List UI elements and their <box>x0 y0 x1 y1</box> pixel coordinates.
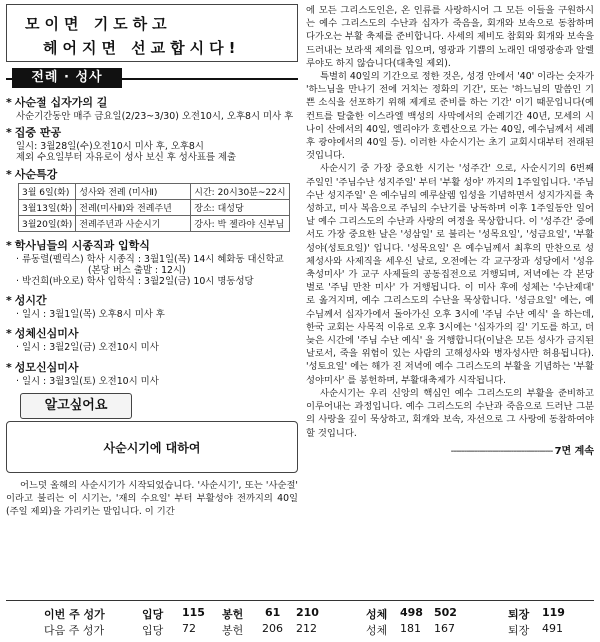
article-paragraph: 사순시기는 우리 신앙의 핵심인 예수 그리스도의 부활을 준비하고 이루어내는 과정입니다. 예수 그리스도의 수난과 죽음으로 드러난 그분의 사랑을 깊이 묵상하고, 회개와 보속, 자선으로 그 사랑에 동참하여야 할 것입니다. <box>306 387 594 439</box>
notice-title: 사순시기에 대하여 <box>103 440 201 455</box>
article-paragraph: 어느덧 올해의 사순시기가 시작되었습니다. '사순시기', 또는 '사순절' 이라고 불리는 이 시기는, '재의 수요일' 부터 부활성야 전까지의 40일(주일 제외)을 가리키는 말입니다. 이 기간 <box>6 479 298 518</box>
item-line: · 일시 : 3월2일(금) 오전10시 미사 <box>16 342 159 354</box>
article-paragraph: 에 모든 그리스도인은, 온 인류를 사랑하시어 그 모든 이들을 구원하시는 예수 그리스도의 수난과 십자가 죽음을, 회개와 보속으로 동참하며 다가오는 부활 축제를 준비합니다. 사세의 제비도 참회와 회개와 보속을 드러내는 보라색 제의를 입으며, 영광과 기쁨의 노래인 대영광송과 알렐루야도 하지 않습니다(대축일 제외). <box>306 5 594 69</box>
item-line: (본당 버스 출발 : 12시) <box>88 264 186 276</box>
notice-header <box>6 393 298 421</box>
section-header <box>6 68 298 90</box>
schedule-topic: 전례주년과 사순시기 <box>76 215 191 231</box>
left-column <box>6 4 298 518</box>
item-title: * 사순절 십자가의 길 <box>6 96 108 109</box>
notice-head-label: 알고싶어요 <box>20 393 132 419</box>
item-line: · 일시 : 3월3일(토) 오전10시 미사 <box>16 375 159 387</box>
item-line: · 일시 : 3월1일(목) 오후8시 미사 후 <box>16 309 165 321</box>
continued-note: --------------------------------------- 7면 계속 <box>450 445 594 457</box>
item-title: * 학사님들의 시종직과 입학식 <box>6 238 150 252</box>
stats-row-next-week: 다음 주 성가 입당 72 봉헌 206 212 성체 181 167 퇴장 491 <box>44 622 563 637</box>
item-title: * 집중 판공 <box>6 126 62 140</box>
item-title: * 성시간 <box>6 294 47 308</box>
lecture-schedule-table <box>18 183 290 232</box>
article-paragraph: 특별히 40일의 기간으로 정한 것은, 성경 안에서 '40' 이라는 숫자가 '하느님을 만나기 전에 거치는 정화의 기간', 또는 '하느님의 말씀인 기쁜 소식을 선포하기 위해 제게로 준비를 하는 기간' 이기 때문입니다(예컨트를 탈출한 이스라엘 백성의 사막에서의 순례기간 40년, 모세의 시나이 산에서의 40일, 엘리야가 호렙산으로 가는 40일, 예수님께서 세례 후 광야에서의 40일 등). 이러한 사순시기는 초기 교회시대부터 전래된 것입니다. <box>306 71 594 162</box>
schedule-side: 장소: 대성당 <box>191 199 289 215</box>
schedule-topic: 전례(미사Ⅱ)와 전례주년 <box>76 199 191 215</box>
item-title: * 성체신심미사 <box>6 327 79 341</box>
right-column <box>306 4 594 457</box>
motto-line-1: 모이면 기도하고 <box>25 15 172 33</box>
article-paragraph: 사순시기 중 가장 중요한 시기는 '성주간' 으로, 사순시기의 6번째 주일인 '주님수난 성지주일' 부터 '부활 성야' 까지의 1주일입니다. '주님수난 성지주일' 은 예수님의 예루살렘 입성을 기념하면서 성지가지를 축성하고, 미사 복음으로 주님의 수난기를 낭독하며 이후 1주일동안 일어날 예수 그리스도의 수난과 사랑의 여정을 묵상합니다. 이 '성주간' 중에서도 가장 중요한 날은 '성삼일' 로 불리는 '성목요일', '성금요일', '부활성야(성토요일)' 입니다. '성목요일' 은 예수님께서 최후의 만찬으로 성체성사와 사제직을 세우신 날로, 오전에는 각 교구장과 성당에서 '성유축성미사' 가 교구 사제들의 공동집전으로 거행되며, 저녁에는 각 본당 별로 '주님 만찬 미사' 가 거행됩니다. 이 미사 후에 성체는 '수난제대' 로 옮겨지며, 예수 그리스도의 수난을 묵상합니다. '성금요일' 에는, 예수님께서 십자가에서 돌아가신 오후 3시에 '주님 수난 예식' 을 하는데, 한국 교회는 사목적 이유로 오후 3시에는 '십자가의 길' 기도를 하고, 더 늦은 시간에 '주님 수난 예식' 을 거행합니다(이날은 모든 성사가 금지된 날로서, 죽을 위험이 있는 사람의 고해성사와 병자성사만 허용됩니다). '성토요일' 에는 해가 진 저녁에 예수 그리스도의 부활을 기념하는 '부활성야미사' 를 봉헌하며, 부활대축제가 시작됩니다. <box>306 163 594 386</box>
item-line: 사순기간동안 매주 금요일(2/23~3/30) 오전10시, 오후8시 미사 후 <box>16 111 294 122</box>
stats-row-this-week: 이번 주 성가 입당 115 봉헌 61 210 성체 498 502 퇴장 119 <box>44 606 565 621</box>
schedule-side: 시간: 20시30분~22시 <box>191 183 289 199</box>
item-line: 제외 수요일부터 자유로이 성사 보신 후 성사표를 제출 <box>16 152 237 164</box>
schedule-date: 3월20일(화) <box>19 215 76 231</box>
notice-title-box <box>6 421 298 473</box>
motto-banner <box>6 4 298 62</box>
item-line: · 박건희(바오로) 학사 입학식 : 3월2일(금) 10시 명동성당 <box>16 276 254 288</box>
schedule-date: 3월 6일(화) <box>19 183 76 199</box>
item-line: · 류동렬(펠릭스) 학사 시종직 : 3월1일(목) 14시 혜화동 대신학교 <box>16 253 284 265</box>
section-title: 전례 · 성사 <box>12 68 122 88</box>
item-title: * 사순특강 <box>6 167 58 181</box>
schedule-date: 3월13일(화) <box>19 199 76 215</box>
schedule-topic: 성사와 전례 (미사Ⅱ) <box>76 183 191 199</box>
divider <box>6 600 594 601</box>
item-title: * 성모신심미사 <box>6 360 79 374</box>
motto-line-2: 헤어지면 선교합시다! <box>43 39 241 57</box>
item-line: 일시: 3월28일(수)오전10시 미사 후, 오후8시 <box>16 141 204 153</box>
schedule-side: 강사: 박 젤라야 신부님 <box>191 215 289 231</box>
